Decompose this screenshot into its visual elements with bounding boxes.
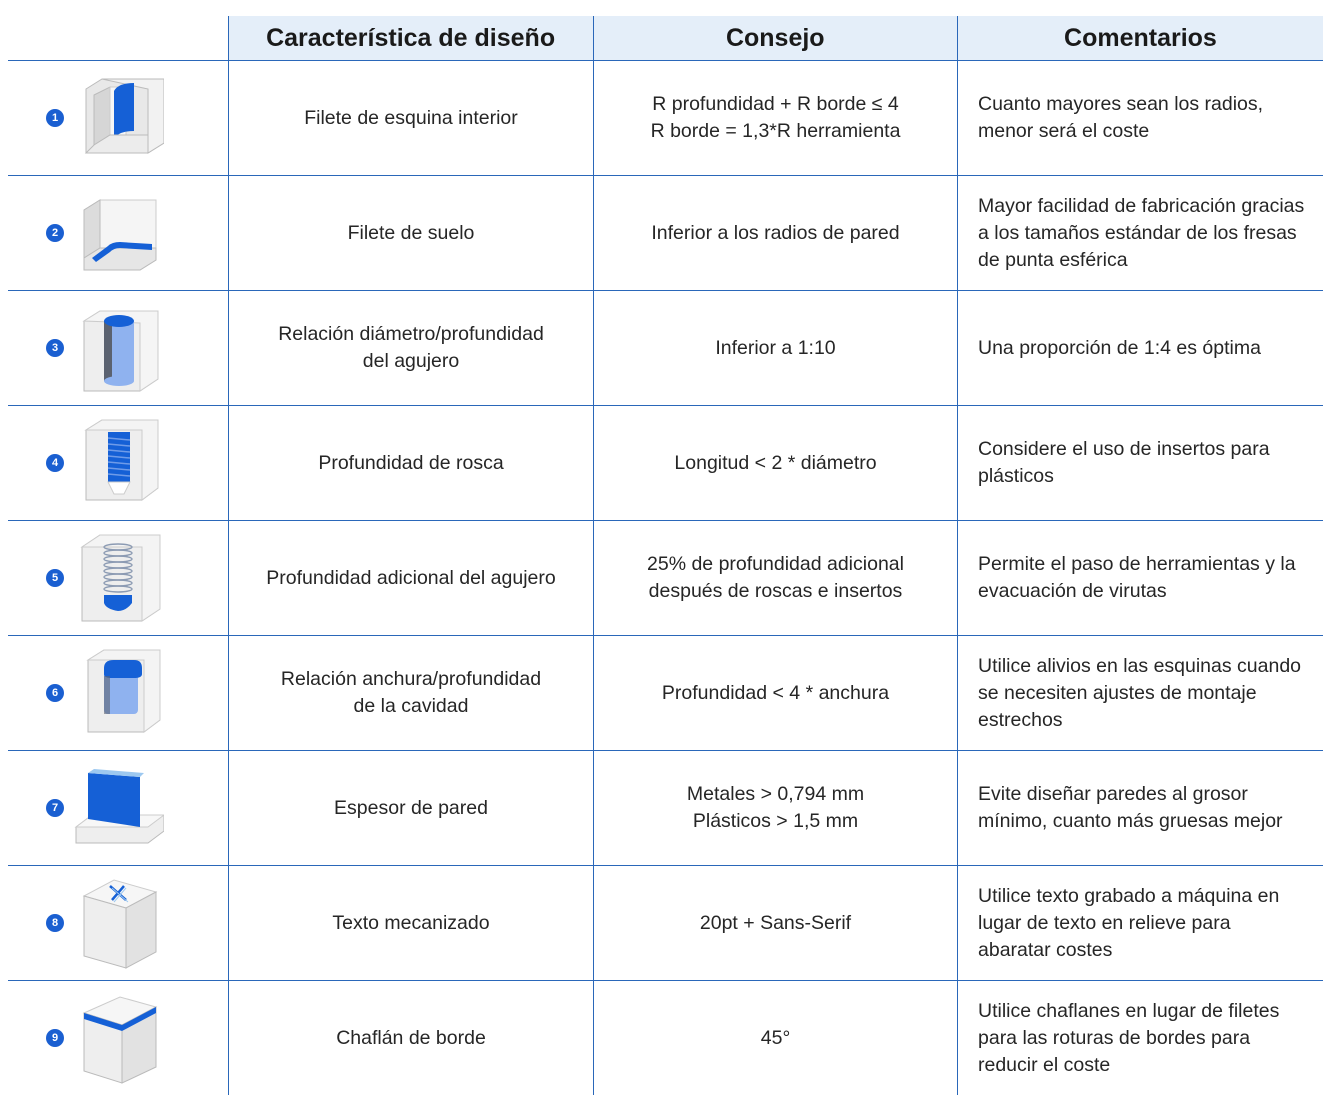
row-number: 5 xyxy=(46,569,64,587)
table-row xyxy=(8,176,1323,291)
advice-cell: 45° xyxy=(593,981,957,1095)
feature-cell: Profundidad adicional del agujero xyxy=(228,521,593,635)
comment-cell: Considere el uso de insertos para plásticos xyxy=(957,406,1323,520)
table-row xyxy=(8,751,1323,866)
comment-cell: Cuanto mayores sean los radios, menor será el coste xyxy=(957,61,1323,175)
feature-cell: Chaflán de borde xyxy=(228,981,593,1095)
advice-cell: Longitud < 2 * diámetro xyxy=(593,406,957,520)
header-comments: Comentarios xyxy=(957,16,1323,60)
row-icon-cell xyxy=(8,521,228,635)
machined-text-icon xyxy=(74,870,164,974)
row-number: 1 xyxy=(46,109,64,127)
row-icon-cell xyxy=(8,406,228,520)
row-icon-cell xyxy=(8,636,228,750)
header-feature: Característica de diseño xyxy=(228,16,593,60)
row-number: 7 xyxy=(46,799,64,817)
advice-cell: 20pt + Sans-Serif xyxy=(593,866,957,980)
hole-depth-icon xyxy=(74,295,164,399)
table-row xyxy=(8,521,1323,636)
row-icon-cell xyxy=(8,176,228,290)
comment-cell: Permite el paso de herramientas y la evacuación de virutas xyxy=(957,521,1323,635)
feature-cell: Relación anchura/profundidad de la cavidad xyxy=(228,636,593,750)
comment-cell: Una proporción de 1:4 es óptima xyxy=(957,291,1323,405)
row-number: 2 xyxy=(46,224,64,242)
table-row xyxy=(8,406,1323,521)
table-row xyxy=(8,291,1323,406)
advice-cell: Inferior a 1:10 xyxy=(593,291,957,405)
advice-cell: R profundidad + R borde ≤ 4 R borde = 1,3*R herramienta xyxy=(593,61,957,175)
row-icon-cell xyxy=(8,981,228,1095)
feature-cell: Espesor de pared xyxy=(228,751,593,865)
comment-cell: Evite diseñar paredes al grosor mínimo, cuanto más gruesas mejor xyxy=(957,751,1323,865)
table-header xyxy=(8,16,1323,61)
row-icon-cell xyxy=(8,291,228,405)
advice-cell: Inferior a los radios de pared xyxy=(593,176,957,290)
comment-cell: Utilice alivios en las esquinas cuando se necesiten ajustes de montaje estrechos xyxy=(957,636,1323,750)
table-row xyxy=(8,61,1323,176)
table-row xyxy=(8,981,1323,1095)
advice-cell: Profundidad < 4 * anchura xyxy=(593,636,957,750)
row-icon-cell xyxy=(8,751,228,865)
row-icon-cell xyxy=(8,61,228,175)
row-number: 3 xyxy=(46,339,64,357)
feature-cell: Filete de esquina interior xyxy=(228,61,593,175)
table-row xyxy=(8,636,1323,751)
inner-corner-fillet-icon xyxy=(74,65,164,169)
row-number: 8 xyxy=(46,914,64,932)
advice-cell: 25% de profundidad adicional después de roscas e insertos xyxy=(593,521,957,635)
row-number: 9 xyxy=(46,1029,64,1047)
row-icon-cell xyxy=(8,866,228,980)
comment-cell: Mayor facilidad de fabricación gracias a los tamaños estándar de los fresas de punta esférica xyxy=(957,176,1323,290)
header-blank xyxy=(8,16,228,60)
row-number: 4 xyxy=(46,454,64,472)
feature-cell: Relación diámetro/profundidad del agujero xyxy=(228,291,593,405)
feature-cell: Texto mecanizado xyxy=(228,866,593,980)
floor-fillet-icon xyxy=(74,180,164,284)
design-guidelines-table xyxy=(8,16,1323,1095)
extra-hole-depth-icon xyxy=(74,525,164,629)
thread-depth-icon xyxy=(74,410,164,514)
feature-cell: Profundidad de rosca xyxy=(228,406,593,520)
advice-cell: Metales > 0,794 mm Plásticos > 1,5 mm xyxy=(593,751,957,865)
table-row xyxy=(8,866,1323,981)
comment-cell: Utilice texto grabado a máquina en lugar de texto en relieve para abaratar costes xyxy=(957,866,1323,980)
cavity-icon xyxy=(74,640,164,744)
row-number: 6 xyxy=(46,684,64,702)
edge-chamfer-icon xyxy=(74,985,164,1089)
header-advice: Consejo xyxy=(593,16,957,60)
comment-cell: Utilice chaflanes en lugar de filetes para las roturas de bordes para reducir el coste xyxy=(957,981,1323,1095)
wall-thickness-icon xyxy=(74,755,164,859)
feature-cell: Filete de suelo xyxy=(228,176,593,290)
